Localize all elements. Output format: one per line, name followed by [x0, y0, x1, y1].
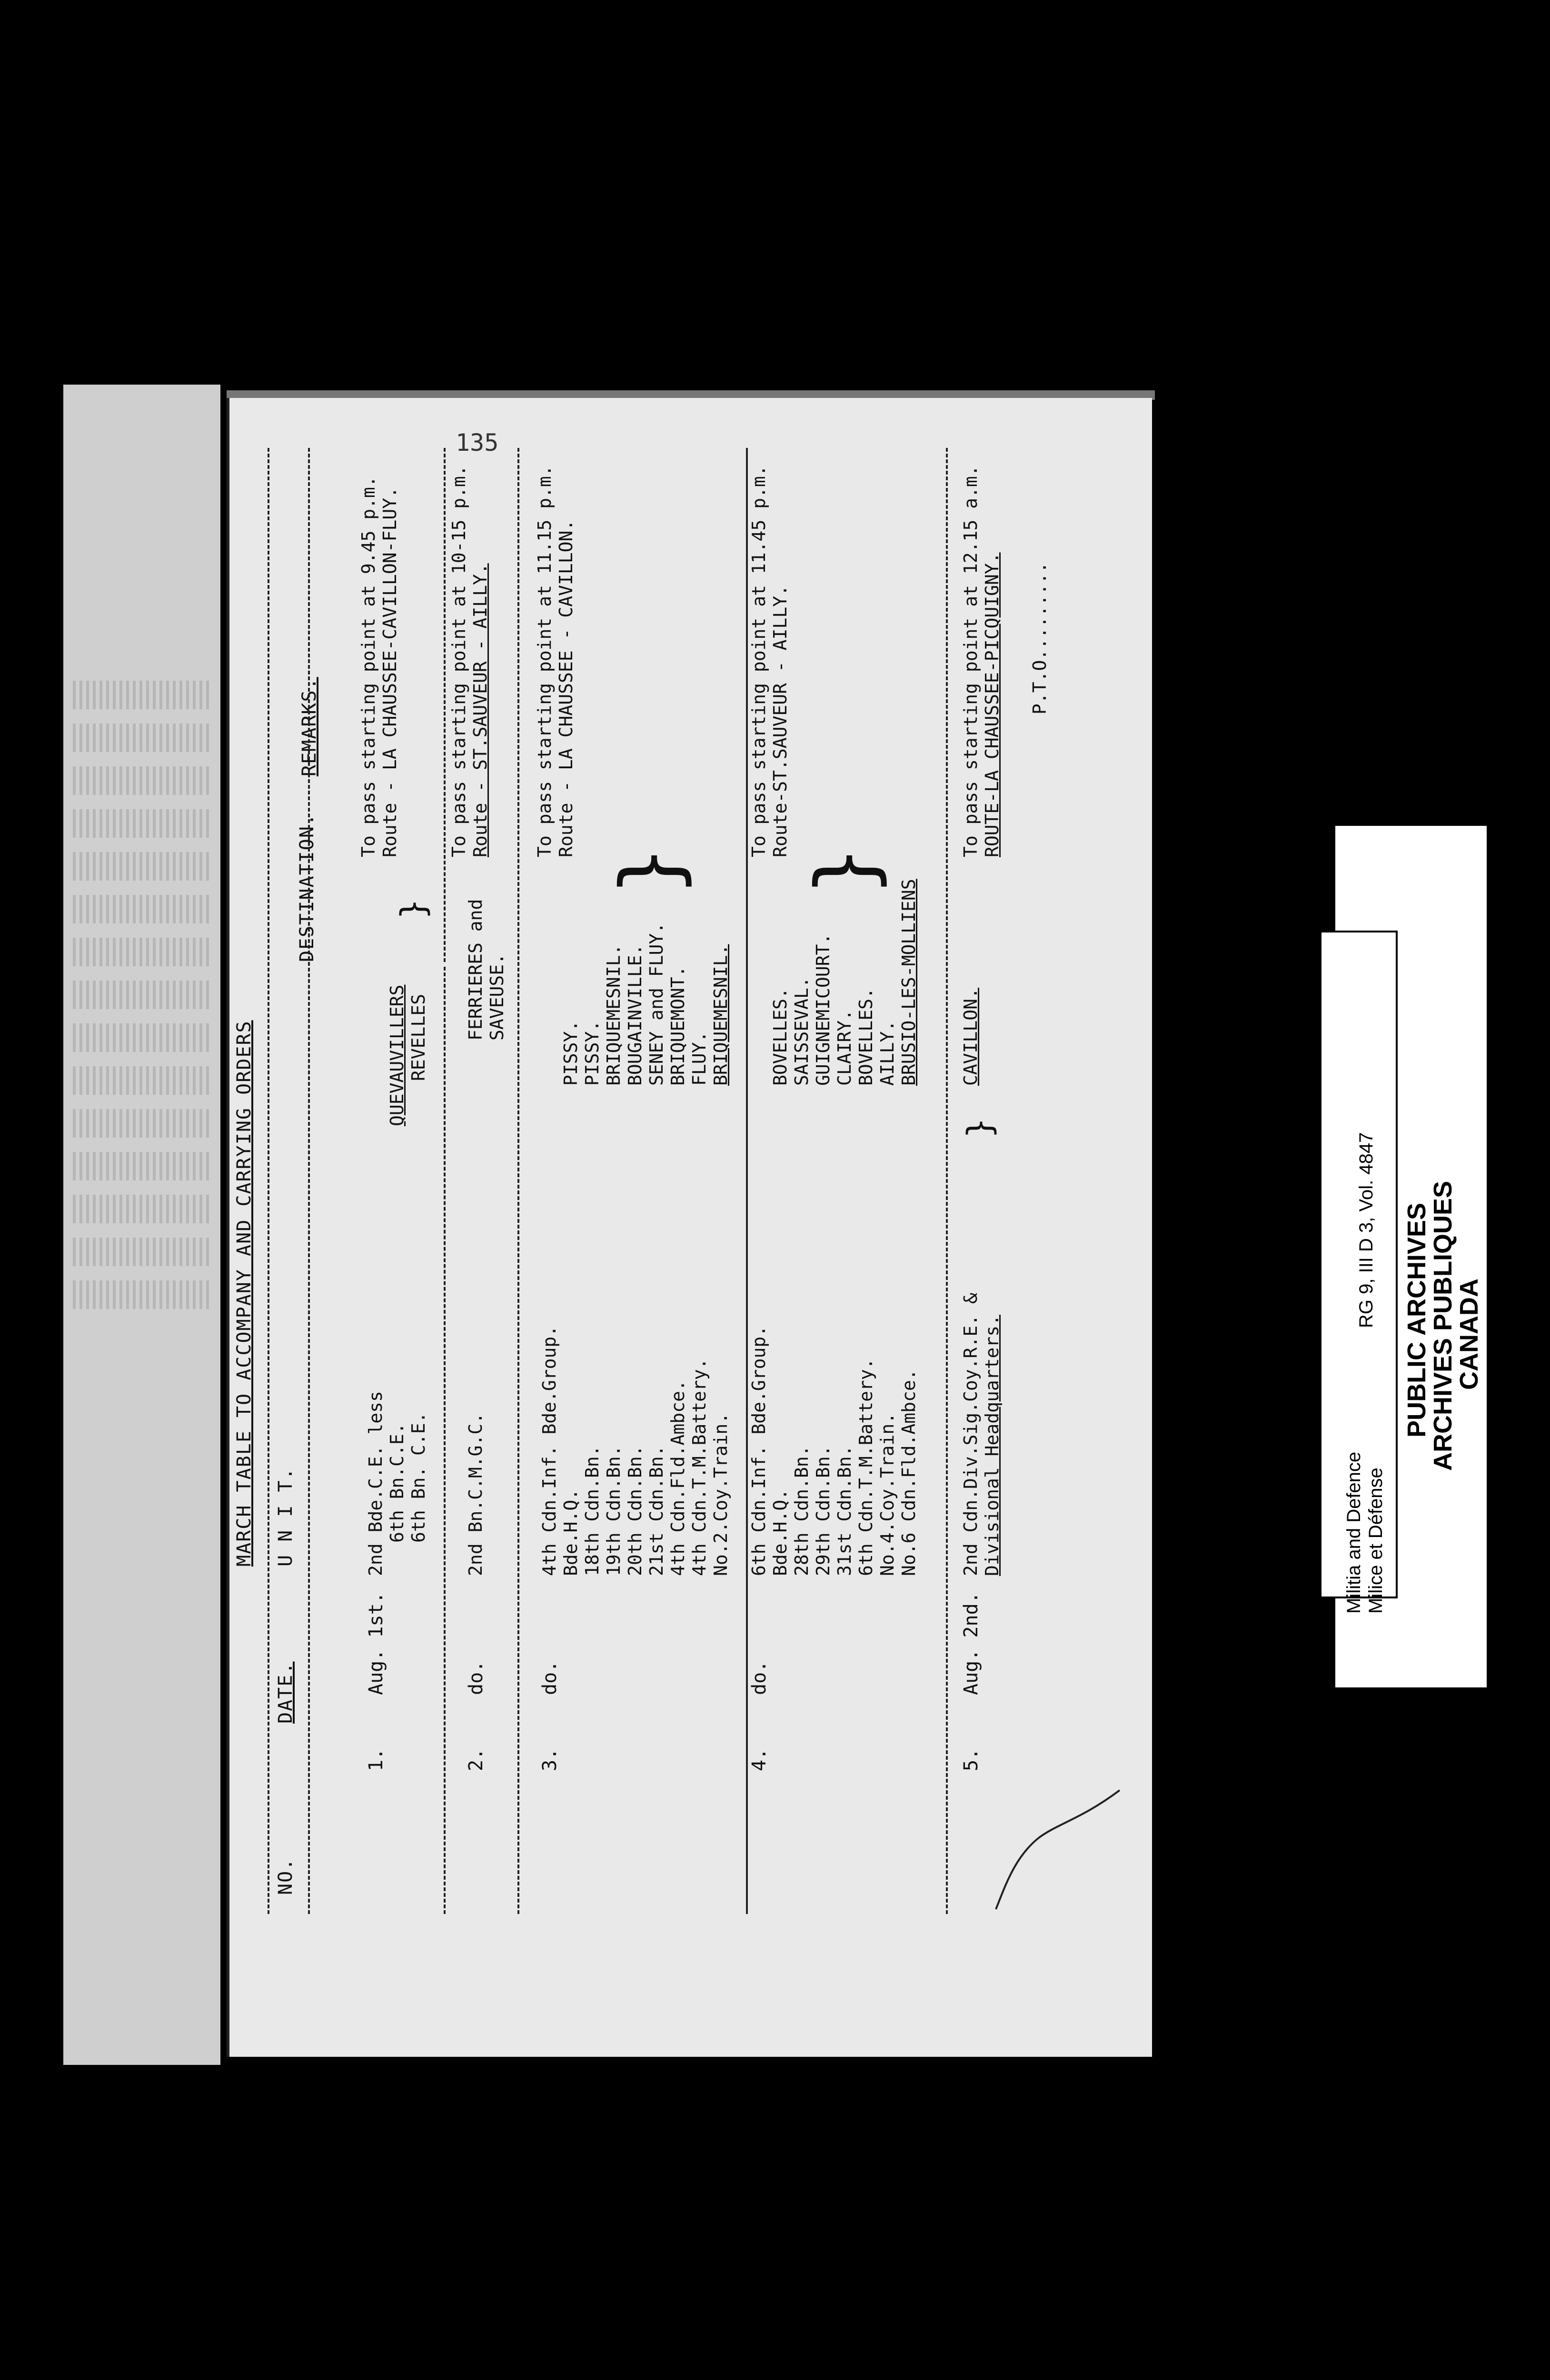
row4-date: do. [748, 1660, 770, 1695]
row4-unit-line5: 31st Cdn.Bn. [834, 1445, 855, 1576]
row4-unit-line1: 6th Cdn.Inf. Bde.Group. [748, 1325, 769, 1576]
header-date: DATE. [275, 1661, 297, 1724]
row4-unit-line6: 6th Cdn.T.M.Battery. [855, 1358, 876, 1576]
row3-dest-line7: FLUY. [689, 1031, 710, 1086]
row3-dest-line1: PISSY. [560, 1020, 581, 1086]
row5-date: Aug. 2nd. [960, 1592, 982, 1695]
row4-unit-line7: No.4.Coy.Train. [877, 1412, 898, 1576]
row3-dest-line3: BRIQUEMESNIL. [603, 944, 624, 1086]
row3-dest-line5: SENEY and FLUY. [646, 922, 667, 1086]
row4-dest-line2: SAISSEVAL. [791, 977, 812, 1086]
row3-unit-line3: 18th Cdn.Bn. [582, 1445, 603, 1576]
row1-date: Aug. 1st. [365, 1592, 387, 1695]
header-remarks: REMARKS. [298, 677, 320, 776]
row5-unit-line2: Divisional Headquarters. [982, 1314, 1003, 1576]
row1-unit-line1: 2nd Bde.C.E. less [365, 1391, 386, 1576]
label-country: CANADA [1455, 1279, 1483, 1390]
row3-remarks-line1: To pass starting point at 11.15 p.m. [534, 465, 555, 857]
row3-unit-line6: 21st Cdn.Bn. [646, 1445, 667, 1576]
row4-dest-line3: GUIGNEMICOURT. [813, 933, 834, 1086]
row5-unit-line1: 2nd Cdn.Div.Sig.Coy.R.E. & [960, 1293, 981, 1576]
row2-rule [517, 448, 519, 1914]
row1-unit-line2: 6th Bn.C.E. [387, 1423, 407, 1543]
row3-unit-line2: Bde.H.Q. [560, 1488, 581, 1576]
row3-unit-line9: No.2.Coy.Train. [710, 1412, 731, 1576]
row4-dest-line5: BOVELLES. [855, 988, 876, 1086]
document-page [227, 398, 1152, 2057]
row4-brace: } [799, 846, 893, 895]
row2-remarks-line1: To pass starting point at 10-15 p.m. [448, 465, 469, 857]
row4-dest-line4: CLAIRY. [834, 1009, 855, 1086]
row2-remarks-line2: Route - ST.SAUVEUR - AILLY. [470, 563, 491, 857]
row5-no: 5. [960, 1748, 982, 1771]
label-dept-en: Militia and Defence [1343, 1451, 1364, 1614]
row3-brace: } [604, 846, 698, 895]
row3-rule [746, 448, 748, 1914]
label-dept-fr: Milice et Défense [1365, 1468, 1386, 1614]
row1-remarks-line1: To pass starting point at 9.45 p.m. [358, 476, 379, 857]
row1-dest-line1: QUEVAUVILLERS [387, 984, 407, 1126]
row4-dest-line7: BRUSIO-LES-MOLLIENS [898, 879, 919, 1086]
row5-remarks-line1: To pass starting point at 12.15 a.m. [960, 465, 981, 857]
row4-unit-line8: No.6 Cdn.Fld.Ambce. [898, 1369, 919, 1576]
row3-dest-line4: BOUGAINVILLE. [625, 944, 646, 1086]
header-unit: U N I T. [275, 1467, 297, 1567]
row4-unit-line2: Bde.H.Q. [770, 1488, 791, 1576]
row1-rule-right [444, 448, 446, 962]
row3-date: do. [539, 1660, 561, 1695]
header-no: NO. [275, 1857, 297, 1895]
row4-remarks-line2: Route-ST.SAUVEUR - AILLY. [770, 585, 791, 857]
row3-unit-line8: 4th Cdn.T.M.Battery. [689, 1358, 710, 1576]
row2-unit-line1: 2nd Bn.C.M.G.C. [465, 1412, 486, 1576]
row3-unit-line5: 20th Cdn.Bn. [625, 1445, 646, 1576]
row4-remarks-line1: To pass starting point at 11.45 p.m. [748, 465, 769, 857]
row3-remarks-line2: Route - LA CHAUSSEE - CAVILLON. [556, 519, 576, 857]
pencil-mark [986, 1743, 1129, 1914]
header-destination: DESTINATION. [296, 813, 318, 962]
header-bottom-rule [308, 448, 310, 1914]
row1-rule [444, 967, 446, 1914]
row3-unit-line4: 19th Cdn.Bn. [603, 1445, 624, 1576]
header-top-rule [268, 448, 269, 1914]
row4-unit-line3: 28th Cdn.Bn. [791, 1445, 812, 1576]
label-archives-fr: ARCHIVES PUBLIQUES [1429, 1180, 1457, 1471]
bleed-through-text [63, 666, 220, 1618]
row4-dest-line1: BOVELLES. [770, 988, 791, 1086]
row4-rule [946, 448, 948, 1914]
label-archives-en: PUBLIC ARCHIVES [1402, 1202, 1431, 1438]
rotated-content [229, 398, 1152, 2057]
row2-dest-line1: FERRIERES and [465, 899, 486, 1041]
row3-dest-line8: BRIQUEMESNIL. [710, 944, 731, 1086]
row1-remarks-line2: Route - LA CHAUSSEE-CAVILLON-FLUY. [379, 487, 400, 857]
row1-dest-line2: REVELLES [408, 993, 429, 1081]
row4-dest-line6: AILLY. [877, 1020, 898, 1086]
row3-unit-line1: 4th Cdn.Inf. Bde.Group. [539, 1325, 560, 1576]
row1-brace: } [394, 899, 433, 919]
row2-dest-line2: SAVEUSE. [487, 953, 507, 1041]
row3-no: 3. [539, 1748, 561, 1771]
row5-dest-line1: CAVILLON. [960, 988, 981, 1086]
row1-unit-line3: 6th Bn. C.E. [408, 1412, 429, 1543]
row2-date: do. [465, 1660, 487, 1695]
row3-dest-line6: BRIQUEMONT. [667, 966, 688, 1086]
document-title: MARCH TABLE TO ACCOMPANY AND CARRYING ORDERS [233, 1020, 255, 1567]
row3-dest-line2: PISSY. [582, 1020, 603, 1086]
row2-no: 2. [465, 1748, 487, 1771]
label-reference: RG 9, III D 3, Vol. 4847 [1356, 1132, 1377, 1328]
row1-no: 1. [365, 1748, 387, 1771]
row5-remarks-line2: ROUTE-LA CHAUSSEE-PICQUIGNY. [982, 552, 1003, 857]
pto: P.T.O......... [1029, 562, 1050, 714]
row4-unit-line4: 29th Cdn.Bn. [813, 1445, 834, 1576]
row5-brace: } [960, 1118, 999, 1138]
page-number: 135 [456, 429, 499, 456]
row4-no: 4. [748, 1748, 770, 1771]
row3-unit-line7: 4th Cdn.Fld.Ambce. [667, 1380, 688, 1576]
